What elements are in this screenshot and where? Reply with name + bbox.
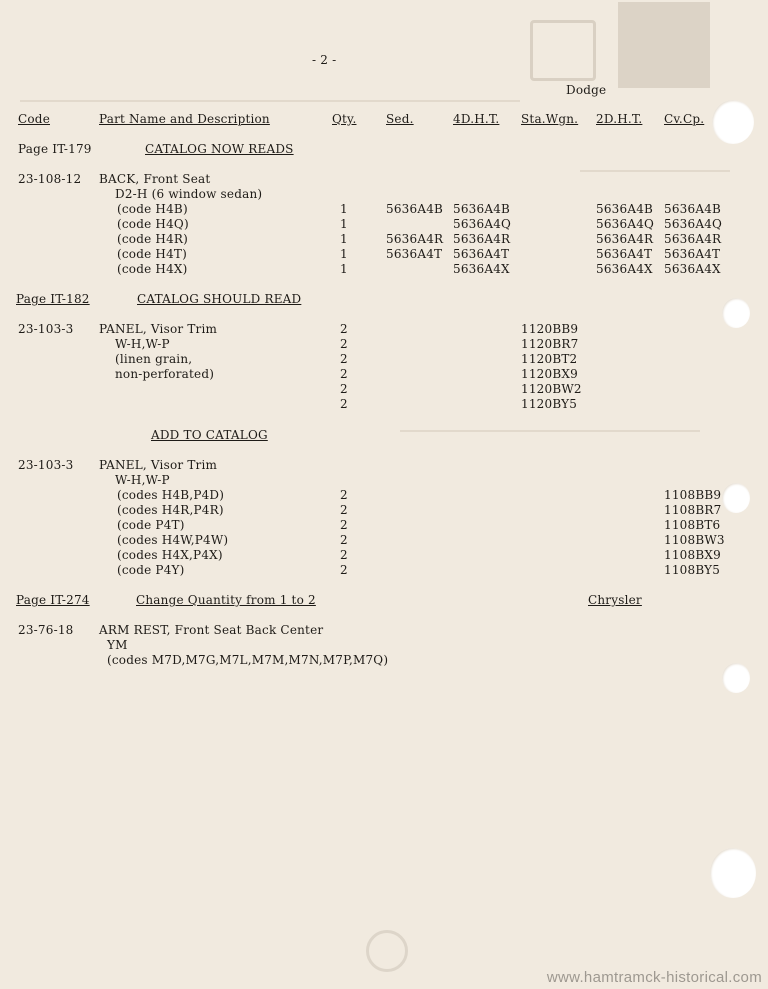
part-subtitle: YM	[107, 638, 128, 652]
header-2d-hardtop: 2D.H.T.	[596, 112, 643, 126]
row-cvcp-part: 1108BX9	[664, 548, 721, 562]
row-cvcp-part: 5636A4Q	[664, 217, 723, 231]
row-qty: 2	[340, 322, 348, 336]
row-description: (codes H4B,P4D)	[117, 488, 225, 502]
row-description: (code H4B)	[117, 202, 188, 216]
row-qty: 2	[340, 397, 348, 411]
header-code: Code	[18, 112, 50, 126]
row-description: W-H,W-P	[115, 337, 170, 351]
row-qty: 2	[340, 548, 348, 562]
ghost-rule	[400, 430, 700, 432]
row-description: (code P4Y)	[117, 563, 185, 577]
punch-hole	[722, 298, 750, 328]
row-qty: 1	[340, 247, 348, 261]
part-subtitle: D2-H (6 window sedan)	[115, 187, 263, 201]
row-qty: 2	[340, 518, 348, 532]
row-description: (codes H4W,P4W)	[117, 533, 229, 547]
make-label-chrysler: Chrysler	[588, 593, 642, 607]
make-label-dodge: Dodge	[566, 83, 607, 97]
row-4dht-part: 5636A4X	[453, 262, 510, 276]
row-4dht-part: 5636A4T	[453, 247, 510, 261]
letterhead-logo-ghost	[618, 2, 710, 88]
ghost-rule	[580, 170, 730, 172]
part-codes: (codes M7D,M7G,M7L,M7M,M7N,M7P,M7Q)	[107, 653, 389, 667]
page-reference: Page IT-179	[18, 142, 92, 156]
site-watermark: www.hamtramck-historical.com	[546, 969, 762, 986]
row-stawgn-part: 1120BY5	[521, 397, 578, 411]
punch-hole	[722, 483, 750, 513]
row-4dht-part: 5636A4R	[453, 232, 511, 246]
row-4dht-part: 5636A4B	[453, 202, 511, 216]
part-code: 23-103-3	[18, 458, 74, 472]
row-description: (codes H4X,P4X)	[117, 548, 223, 562]
row-description: (linen grain,	[115, 352, 193, 366]
row-cvcp-part: 1108BB9	[664, 488, 722, 502]
row-2dht-part: 5636A4T	[596, 247, 653, 261]
part-code: 23-108-12	[18, 172, 82, 186]
ghost-seal	[366, 930, 408, 972]
row-sedan-part: 5636A4T	[386, 247, 443, 261]
catalog-action: CATALOG NOW READS	[145, 142, 294, 156]
row-qty: 2	[340, 382, 348, 396]
row-cvcp-part: 1108BT6	[664, 518, 721, 532]
row-sedan-part: 5636A4R	[386, 232, 444, 246]
catalog-action: Change Quantity from 1 to 2	[136, 593, 316, 607]
part-subtitle: W-H,W-P	[115, 473, 170, 487]
row-description: (code H4X)	[117, 262, 188, 276]
row-stawgn-part: 1120BT2	[521, 352, 578, 366]
part-title: BACK, Front Seat	[99, 172, 211, 186]
header-qty: Qty.	[332, 112, 357, 126]
row-cvcp-part: 1108BR7	[664, 503, 722, 517]
row-description: (code H4T)	[117, 247, 188, 261]
pentastar-emblem-ghost	[530, 20, 596, 81]
catalog-action: ADD TO CATALOG	[151, 428, 268, 442]
row-description: (code P4T)	[117, 518, 185, 532]
row-2dht-part: 5636A4R	[596, 232, 654, 246]
row-cvcp-part: 5636A4X	[664, 262, 721, 276]
catalog-action: CATALOG SHOULD READ	[137, 292, 302, 306]
row-description: (codes H4R,P4R)	[117, 503, 224, 517]
row-qty: 2	[340, 367, 348, 381]
part-code: 23-103-3	[18, 322, 74, 336]
row-cvcp-part: 5636A4R	[664, 232, 722, 246]
row-qty: 2	[340, 533, 348, 547]
row-qty: 1	[340, 262, 348, 276]
row-qty: 1	[340, 232, 348, 246]
row-stawgn-part: 1120BW2	[521, 382, 582, 396]
row-cvcp-part: 1108BY5	[664, 563, 721, 577]
row-qty: 2	[340, 337, 348, 351]
header-part-name: Part Name and Description	[99, 112, 270, 126]
row-cvcp-part: 5636A4B	[664, 202, 722, 216]
row-description: non-perforated)	[115, 367, 215, 381]
row-qty: 2	[340, 503, 348, 517]
page-number: - 2 -	[312, 53, 337, 67]
row-2dht-part: 5636A4X	[596, 262, 653, 276]
punch-hole	[722, 663, 750, 693]
row-stawgn-part: 1120BB9	[521, 322, 579, 336]
page-reference: Page IT-182	[16, 292, 90, 306]
punch-hole	[712, 100, 754, 144]
part-title: PANEL, Visor Trim	[99, 458, 218, 472]
part-code: 23-76-18	[18, 623, 74, 637]
part-title: ARM REST, Front Seat Back Center	[99, 623, 324, 637]
row-cvcp-part: 5636A4T	[664, 247, 721, 261]
header-convertible-coupe: Cv.Cp.	[664, 112, 705, 126]
row-2dht-part: 5636A4B	[596, 202, 654, 216]
ghost-rule	[20, 100, 520, 102]
header-sedan: Sed.	[386, 112, 414, 126]
punch-hole	[710, 848, 756, 898]
row-description: (code H4R)	[117, 232, 189, 246]
row-cvcp-part: 1108BW3	[664, 533, 725, 547]
row-qty: 2	[340, 563, 348, 577]
row-qty: 2	[340, 488, 348, 502]
row-qty: 1	[340, 217, 348, 231]
row-qty: 1	[340, 202, 348, 216]
row-2dht-part: 5636A4Q	[596, 217, 655, 231]
row-stawgn-part: 1120BR7	[521, 337, 579, 351]
header-4d-hardtop: 4D.H.T.	[453, 112, 500, 126]
page-reference: Page IT-274	[16, 593, 90, 607]
row-qty: 2	[340, 352, 348, 366]
part-title: PANEL, Visor Trim	[99, 322, 218, 336]
header-station-wagon: Sta.Wgn.	[521, 112, 579, 126]
row-4dht-part: 5636A4Q	[453, 217, 512, 231]
row-description: (code H4Q)	[117, 217, 189, 231]
row-stawgn-part: 1120BX9	[521, 367, 578, 381]
row-sedan-part: 5636A4B	[386, 202, 444, 216]
